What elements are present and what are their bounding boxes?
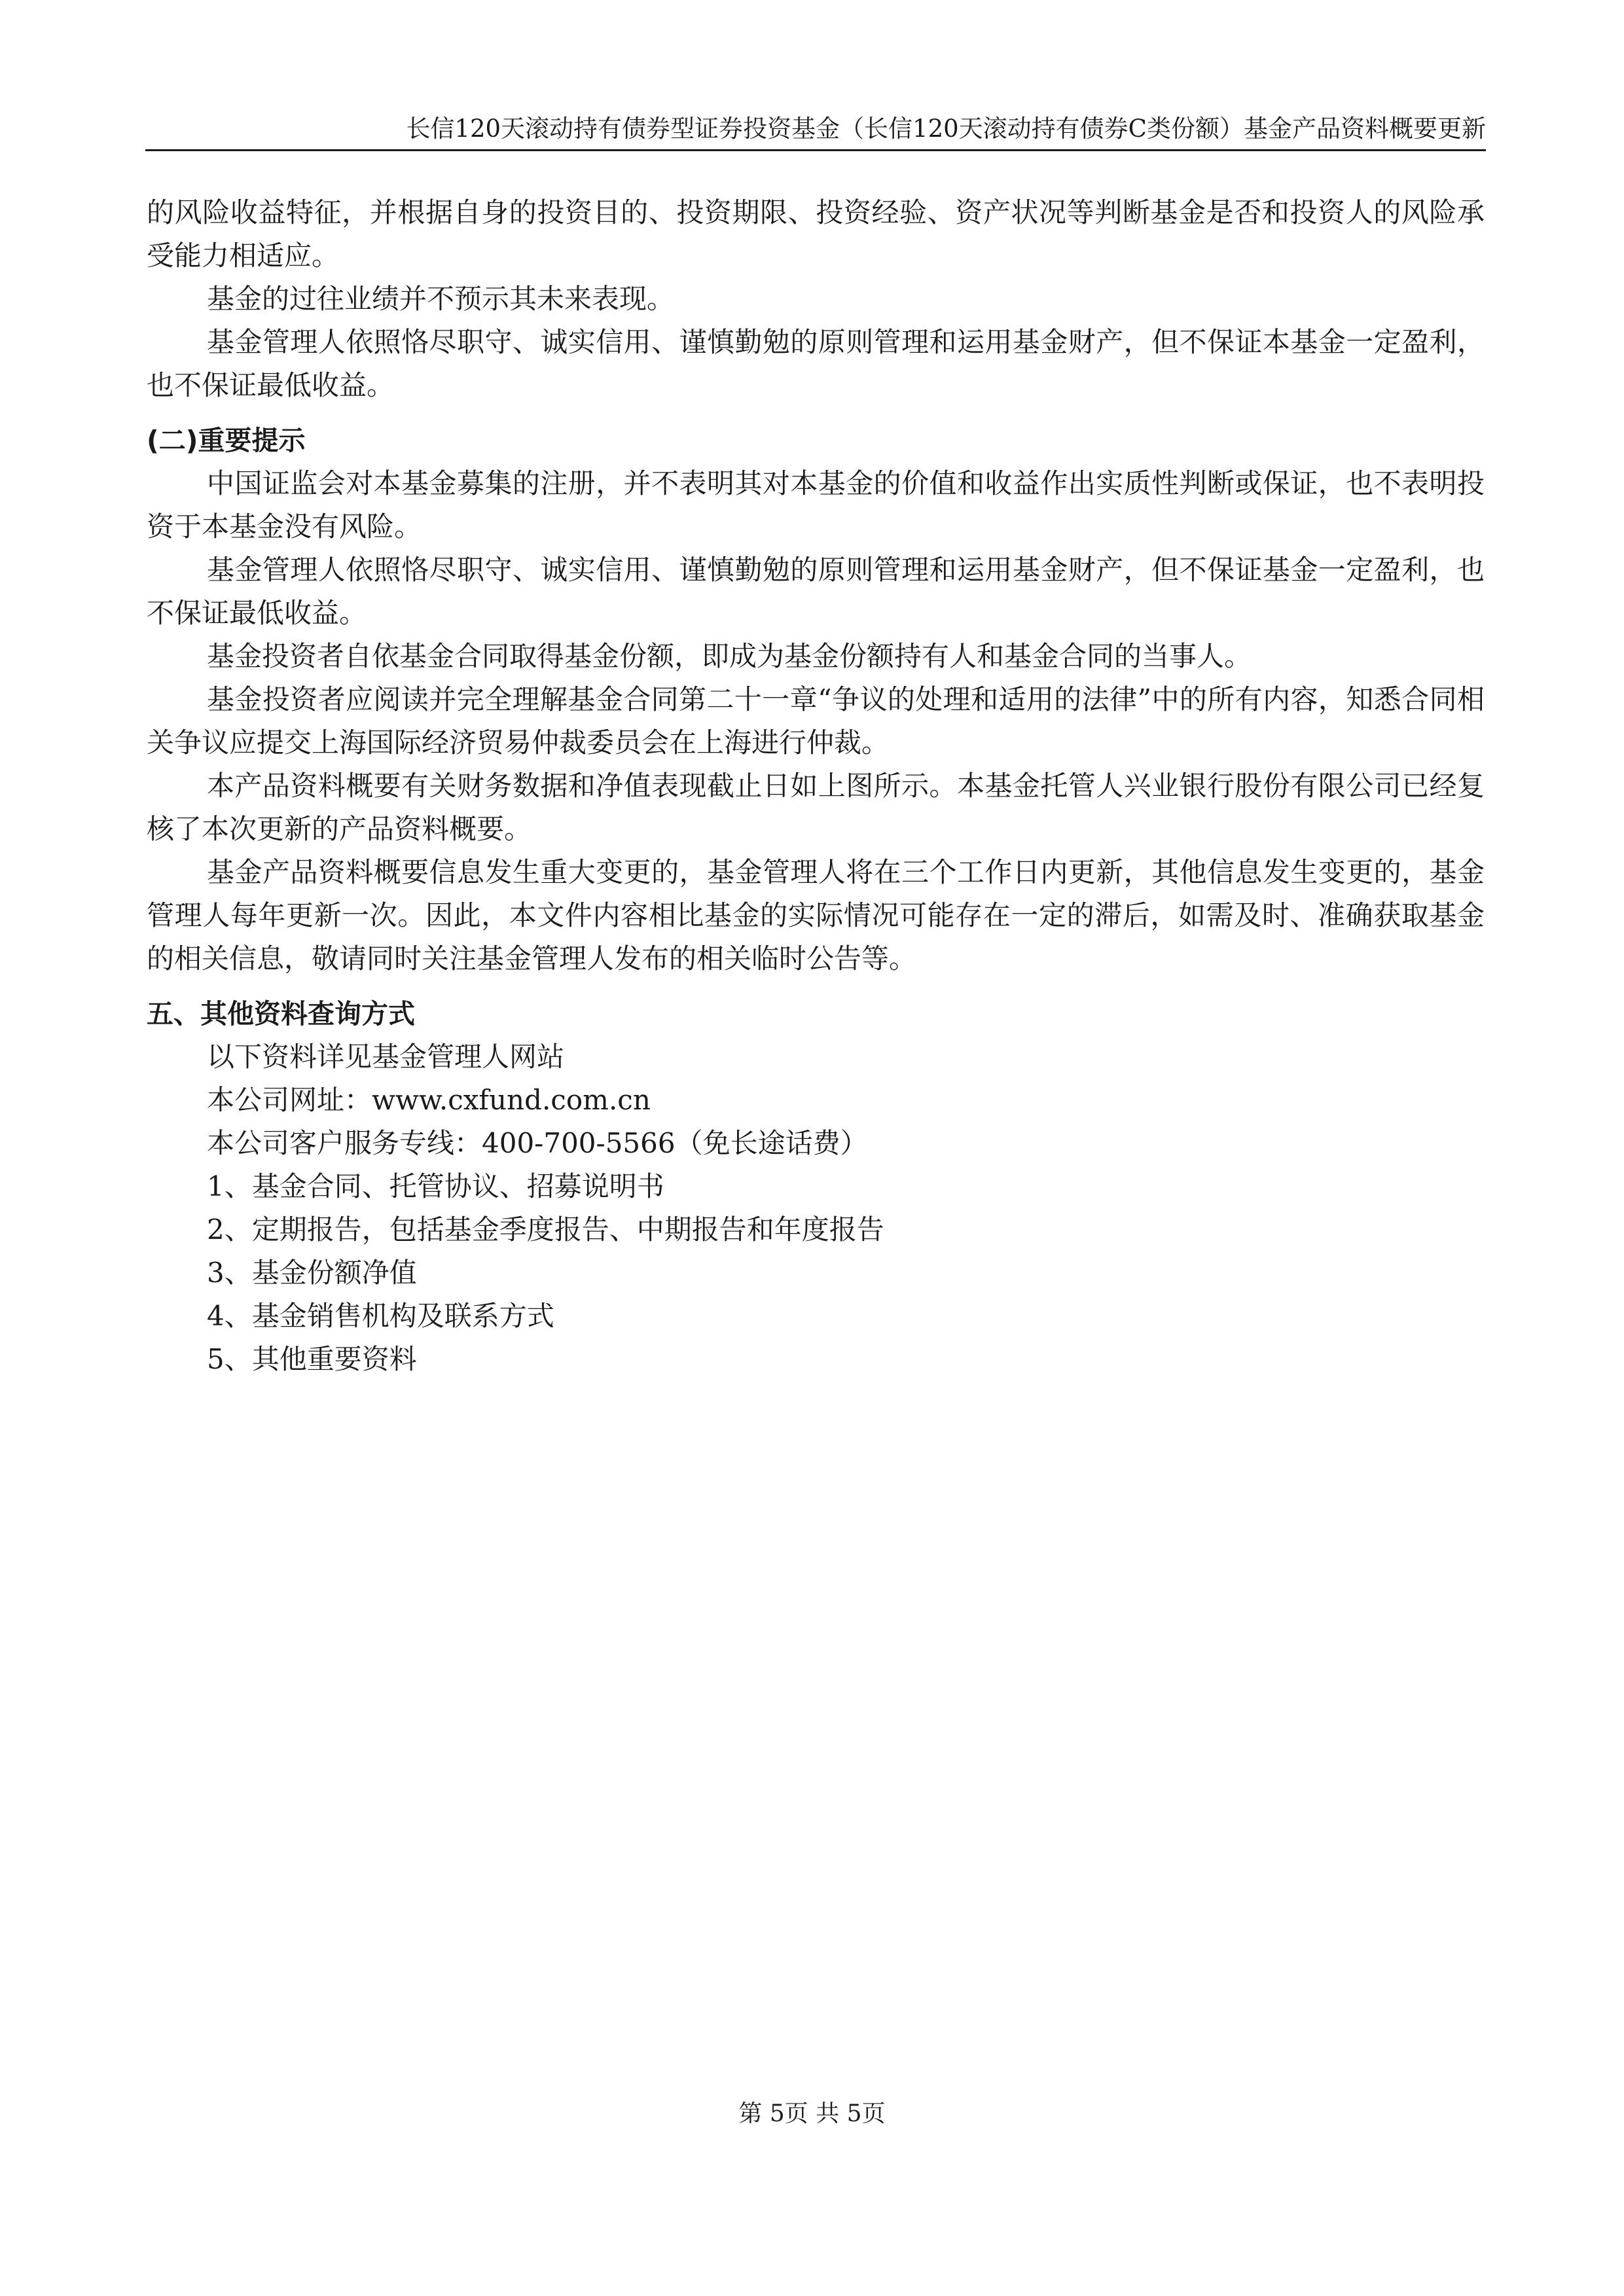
section-heading-important-notice: (二)重要提示 xyxy=(147,425,306,456)
paragraph-manager-no-guarantee: 基金管理人依照恪尽职守、诚实信用、谨慎勤勉的原则管理和运用基金财产，但不保证基金一定盈利，也不保证最低收益。 xyxy=(147,554,1485,629)
company-website: 本公司网址：www.cxfund.com.cn xyxy=(207,1084,651,1116)
list-item: 3、基金份额净值 xyxy=(207,1257,417,1289)
paragraph-investor-party: 基金投资者自依基金合同取得基金份额，即成为基金份额持有人和基金合同的当事人。 xyxy=(207,640,1252,672)
paragraph-dispute-arbitration: 基金投资者应阅读并完全理解基金合同第二十一章“争议的处理和适用的法律”中的所有内容，知悉合同相关争议应提交上海国际经济贸易仲裁委员会在上海进行仲裁。 xyxy=(147,683,1485,759)
document-header: 长信120天滚动持有债券型证券投资基金（长信120天滚动持有债券C类份额）基金产品资料概要更新 xyxy=(406,115,1486,143)
document-body xyxy=(147,191,1485,1381)
paragraph-custodian-review: 本产品资料概要有关财务数据和净值表现截止日如上图所示。本基金托管人兴业银行股份有限公司已经复核了本次更新的产品资料概要。 xyxy=(147,770,1485,845)
header-divider xyxy=(145,149,1486,151)
paragraph-past-performance: 基金的过往业绩并不预示其未来表现。 xyxy=(207,283,675,315)
list-item: 5、其他重要资料 xyxy=(207,1343,417,1375)
page-number: 第 5页 共 5页 xyxy=(738,2100,886,2127)
list-item: 2、定期报告，包括基金季度报告、中期报告和年度报告 xyxy=(207,1213,884,1246)
other-info-intro: 以下资料详见基金管理人网站 xyxy=(207,1041,565,1073)
customer-hotline: 本公司客户服务专线：400-700-5566（免长途话费） xyxy=(207,1127,868,1159)
paragraph-risk-continued: 的风险收益特征，并根据自身的投资目的、投资期限、投资经验、资产状况等判断基金是否和投资人的风险承受能力相适应。 xyxy=(147,196,1485,272)
section-heading-other-info: 五、其他资料查询方式 xyxy=(147,998,415,1030)
list-item: 1、基金合同、托管协议、招募说明书 xyxy=(207,1170,664,1202)
paragraph-update-policy: 基金产品资料概要信息发生重大变更的，基金管理人将在三个工作日内更新，其他信息发生变更的，基金管理人每年更新一次。因此，本文件内容相比基金的实际情况可能存在一定的滞后，如需及时、准确获取基金的相关信息，敬请同时关注基金管理人发布的相关临时公告等。 xyxy=(147,856,1485,975)
other-info-list xyxy=(147,1035,1485,1381)
paragraph-manager-principle: 基金管理人依照恪尽职守、诚实信用、谨慎勤勉的原则管理和运用基金财产，但不保证本基金一定盈利，也不保证最低收益。 xyxy=(147,326,1485,401)
paragraph-csrc-registration: 中国证监会对本基金募集的注册，并不表明其对本基金的价值和收益作出实质性判断或保证，也不表明投资于本基金没有风险。 xyxy=(147,467,1485,543)
list-item: 4、基金销售机构及联系方式 xyxy=(207,1300,554,1332)
